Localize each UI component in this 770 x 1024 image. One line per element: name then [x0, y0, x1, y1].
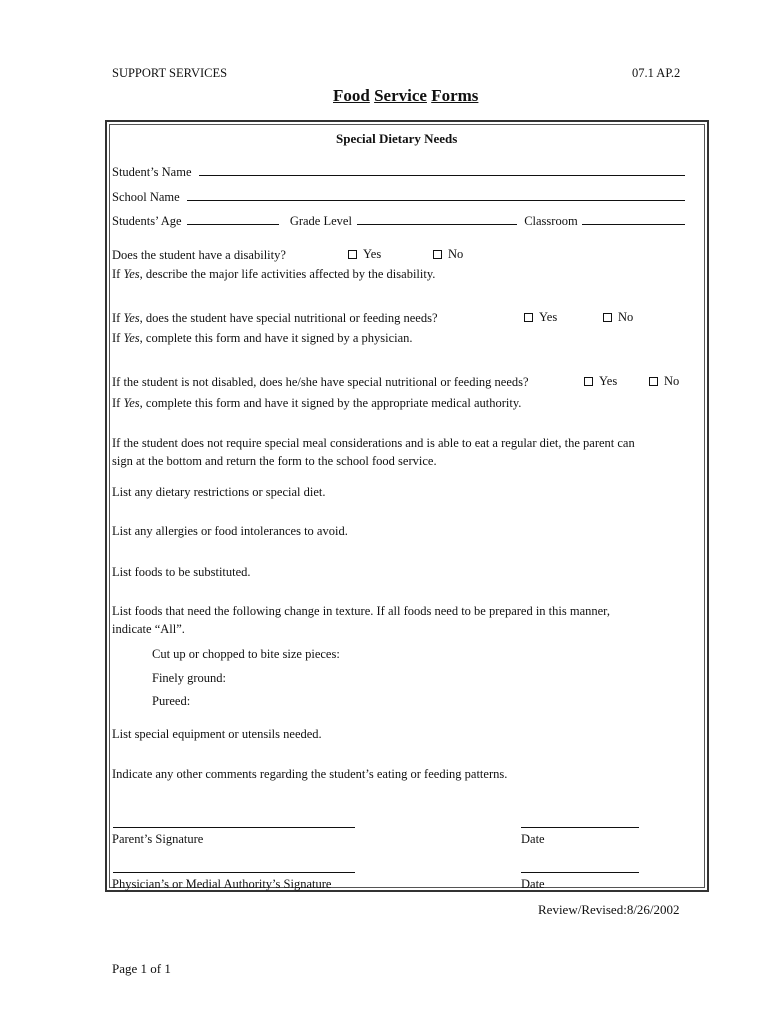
question-nutritional-needs [112, 311, 438, 326]
revision-date: Review/Revised:8/26/2002 [538, 902, 680, 917]
q3-followup-prefix: If [112, 396, 121, 410]
q2-followup-emphasis: Yes [123, 331, 140, 345]
parent-date-label: Date [521, 832, 545, 846]
q3-followup-emphasis: Yes [123, 396, 140, 410]
physician-date-line[interactable] [521, 872, 639, 873]
page-number: Page 1 of 1 [112, 961, 171, 976]
disability-yes-label: Yes [363, 247, 382, 261]
student-name-label: Student’s Name [112, 165, 192, 179]
grade-field[interactable] [357, 213, 517, 225]
not-disabled-yes-option[interactable] [584, 374, 617, 389]
followup-yes-emphasis: Yes [123, 267, 140, 281]
grade-label: Grade Level [289, 214, 352, 228]
physician-date-label: Date [521, 877, 545, 891]
age-grade-class-row [112, 213, 685, 229]
q2-prefix: If [112, 311, 121, 325]
nutritional-no-checkbox[interactable] [603, 313, 612, 322]
not-disabled-no-checkbox[interactable] [649, 377, 658, 386]
classroom-label: Classroom [524, 214, 578, 228]
not-disabled-followup [112, 396, 521, 411]
age-label: Students’ Age [112, 214, 182, 228]
not-disabled-no-label: No [664, 374, 680, 388]
student-name-field[interactable] [199, 164, 685, 176]
comments-prompt: Indicate any other comments regarding the student’s eating or feeding patterns. [112, 767, 508, 781]
physician-signature-label: Physician’s or Medial Authority’s Signature [112, 877, 332, 891]
age-field[interactable] [187, 213, 279, 225]
q2-text: , does the student have special nutritional or feeding needs? [139, 311, 438, 325]
parent-date-line[interactable] [521, 827, 639, 828]
not-disabled-no-option[interactable] [649, 374, 679, 389]
physician-signature-line[interactable] [113, 872, 355, 873]
disability-yes-option[interactable] [348, 247, 381, 262]
texture-prompt-line1: List foods that need the following change in texture. If all foods need to be prepared in this manner, [112, 604, 610, 618]
school-name-label: School Name [112, 190, 180, 204]
disability-no-option[interactable] [433, 247, 463, 262]
not-disabled-yes-checkbox[interactable] [584, 377, 593, 386]
disability-no-checkbox[interactable] [433, 250, 442, 259]
section-label: SUPPORT SERVICES [112, 66, 228, 80]
equipment-prompt: List special equipment or utensils needed. [112, 727, 322, 741]
nutritional-yes-option[interactable] [524, 310, 557, 325]
followup-prefix: If [112, 267, 121, 281]
classroom-field[interactable] [582, 213, 685, 225]
disability-no-label: No [448, 247, 464, 261]
nutritional-no-label: No [618, 310, 634, 324]
texture-finely-ground: Finely ground: [152, 671, 226, 685]
question-not-disabled: If the student is not disabled, does he/she have special nutritional or feeding needs? [112, 375, 529, 389]
q2-followup-text: , complete this form and have it signed by a physician. [139, 331, 413, 345]
nutritional-no-option[interactable] [603, 310, 633, 325]
title-word-forms: Forms [431, 86, 479, 105]
school-name-field[interactable] [187, 189, 685, 201]
substituted-foods-prompt: List foods to be substituted. [112, 565, 251, 579]
title-word-food: Food [333, 86, 370, 105]
q3-followup-text: , complete this form and have it signed by the appropriate medical authority. [139, 396, 522, 410]
title-word-service: Service [374, 86, 427, 105]
question-disability: Does the student have a disability? [112, 248, 286, 262]
form-heading: Special Dietary Needs [336, 131, 458, 146]
regular-diet-line1: If the student does not require special meal considerations and is able to eat a regular diet, the parent can [112, 436, 635, 450]
document-code: 07.1 AP.2 [632, 66, 681, 80]
disability-yes-checkbox[interactable] [348, 250, 357, 259]
not-disabled-yes-label: Yes [599, 374, 618, 388]
student-name-row [112, 164, 685, 180]
page-title [333, 86, 478, 106]
parent-signature-line[interactable] [113, 827, 355, 828]
q2-followup-prefix: If [112, 331, 121, 345]
nutritional-yes-label: Yes [539, 310, 558, 324]
followup-text: , describe the major life activities affected by the disability. [139, 267, 436, 281]
q2-yes-emphasis: Yes [123, 311, 140, 325]
regular-diet-line2: sign at the bottom and return the form to the school food service. [112, 454, 437, 468]
nutritional-followup [112, 331, 413, 346]
allergies-prompt: List any allergies or food intolerances to avoid. [112, 524, 348, 538]
nutritional-yes-checkbox[interactable] [524, 313, 533, 322]
parent-signature-label: Parent’s Signature [112, 832, 204, 846]
texture-pureed: Pureed: [152, 694, 191, 708]
disability-followup [112, 267, 435, 282]
dietary-restrictions-prompt: List any dietary restrictions or special diet. [112, 485, 326, 499]
texture-cut-up: Cut up or chopped to bite size pieces: [152, 647, 340, 661]
school-name-row [112, 189, 685, 205]
texture-prompt-line2: indicate “All”. [112, 622, 185, 636]
